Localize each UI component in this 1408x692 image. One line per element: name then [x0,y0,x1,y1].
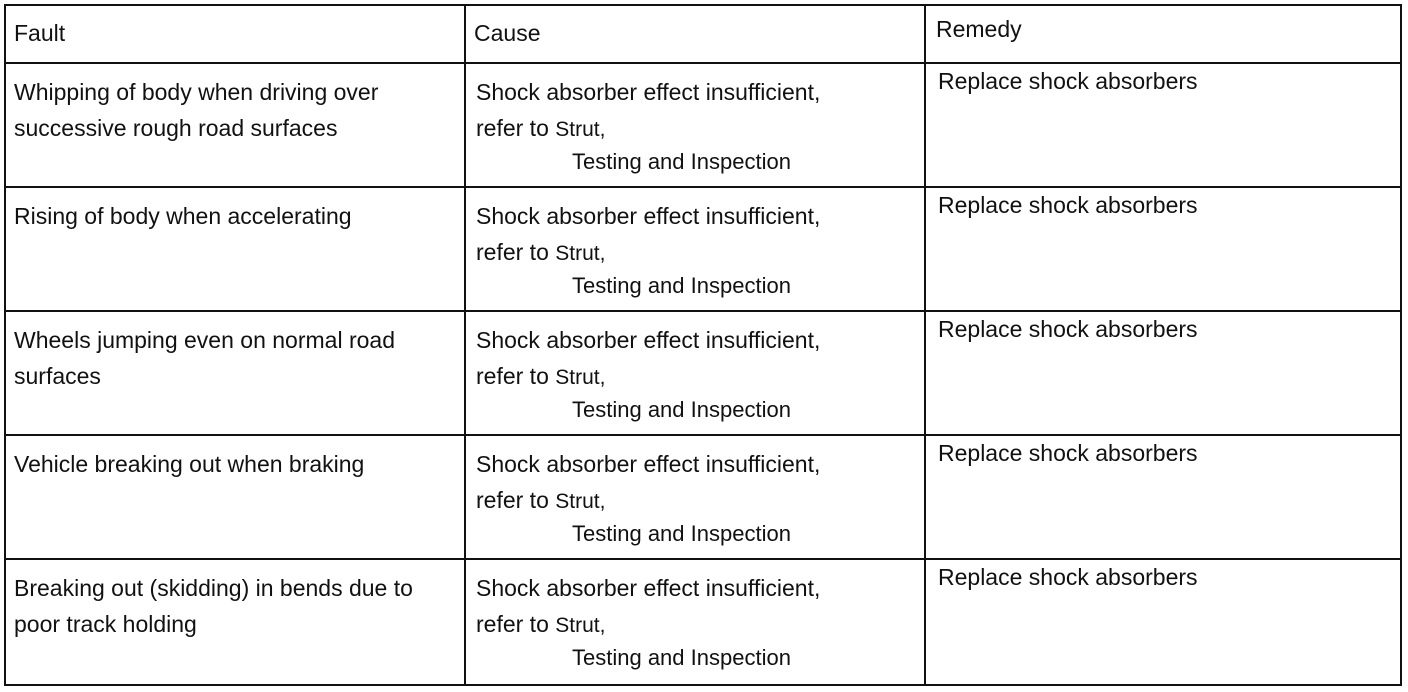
testing-inspection-link[interactable]: Testing and Inspection [572,149,791,174]
table-row [5,187,1401,311]
fault-cell [5,559,465,685]
fault-text: Vehicle breaking out when braking [14,451,365,477]
remedy-text: Replace shock absorbers [938,68,1198,94]
strut-link[interactable]: Strut, [555,366,606,389]
strut-link[interactable]: Strut, [555,490,606,513]
fault-cell [5,187,465,311]
refer-to-text: refer to [476,611,549,637]
remedy-text: Replace shock absorbers [938,440,1198,466]
refer-to-text: refer to [476,363,549,389]
cause-cell [465,63,925,187]
column-header-fault [5,5,465,63]
cause-text: Shock absorber effect insufficient, [476,79,821,105]
testing-inspection-link[interactable]: Testing and Inspection [572,273,791,298]
column-header-cause-label: Cause [474,20,541,46]
remedy-cell [925,63,1401,187]
refer-to-text: refer to [476,239,549,265]
remedy-cell [925,311,1401,435]
fault-cell [5,311,465,435]
cause-cell [465,187,925,311]
strut-link[interactable]: Strut, [555,614,606,637]
strut-link[interactable]: Strut, [555,118,606,141]
remedy-cell [925,187,1401,311]
cause-cell [465,435,925,559]
fault-text: Wheels jumping even on normal road surfaces [14,327,395,389]
testing-inspection-link[interactable]: Testing and Inspection [572,397,791,422]
table-row [5,435,1401,559]
testing-inspection-link[interactable]: Testing and Inspection [572,645,791,670]
cause-cell [465,311,925,435]
testing-inspection-link[interactable]: Testing and Inspection [572,521,791,546]
refer-to-text: refer to [476,487,549,513]
cause-text: Shock absorber effect insufficient, [476,203,821,229]
table-row [5,311,1401,435]
fault-text: Rising of body when accelerating [14,203,352,229]
remedy-text: Replace shock absorbers [938,192,1198,218]
column-header-cause [465,5,925,63]
fault-cause-remedy-table [4,4,1402,686]
fault-table-container [4,4,1400,692]
cause-text: Shock absorber effect insufficient, [476,327,821,353]
column-header-remedy [925,5,1401,63]
remedy-cell [925,435,1401,559]
fault-text: Whipping of body when driving over successive rough road surfaces [14,79,379,141]
fault-cell [5,435,465,559]
table-row [5,63,1401,187]
column-header-fault-label: Fault [14,20,66,46]
column-header-remedy-label: Remedy [936,16,1022,42]
remedy-text: Replace shock absorbers [938,316,1198,342]
fault-text: Breaking out (skidding) in bends due to poor track holding [14,575,413,637]
strut-link[interactable]: Strut, [555,242,606,265]
remedy-text: Replace shock absorbers [938,564,1198,590]
refer-to-text: refer to [476,115,549,141]
table-header-row [5,5,1401,63]
remedy-cell [925,559,1401,685]
table-row [5,559,1401,685]
cause-text: Shock absorber effect insufficient, [476,451,821,477]
cause-cell [465,559,925,685]
cause-text: Shock absorber effect insufficient, [476,575,821,601]
fault-cell [5,63,465,187]
